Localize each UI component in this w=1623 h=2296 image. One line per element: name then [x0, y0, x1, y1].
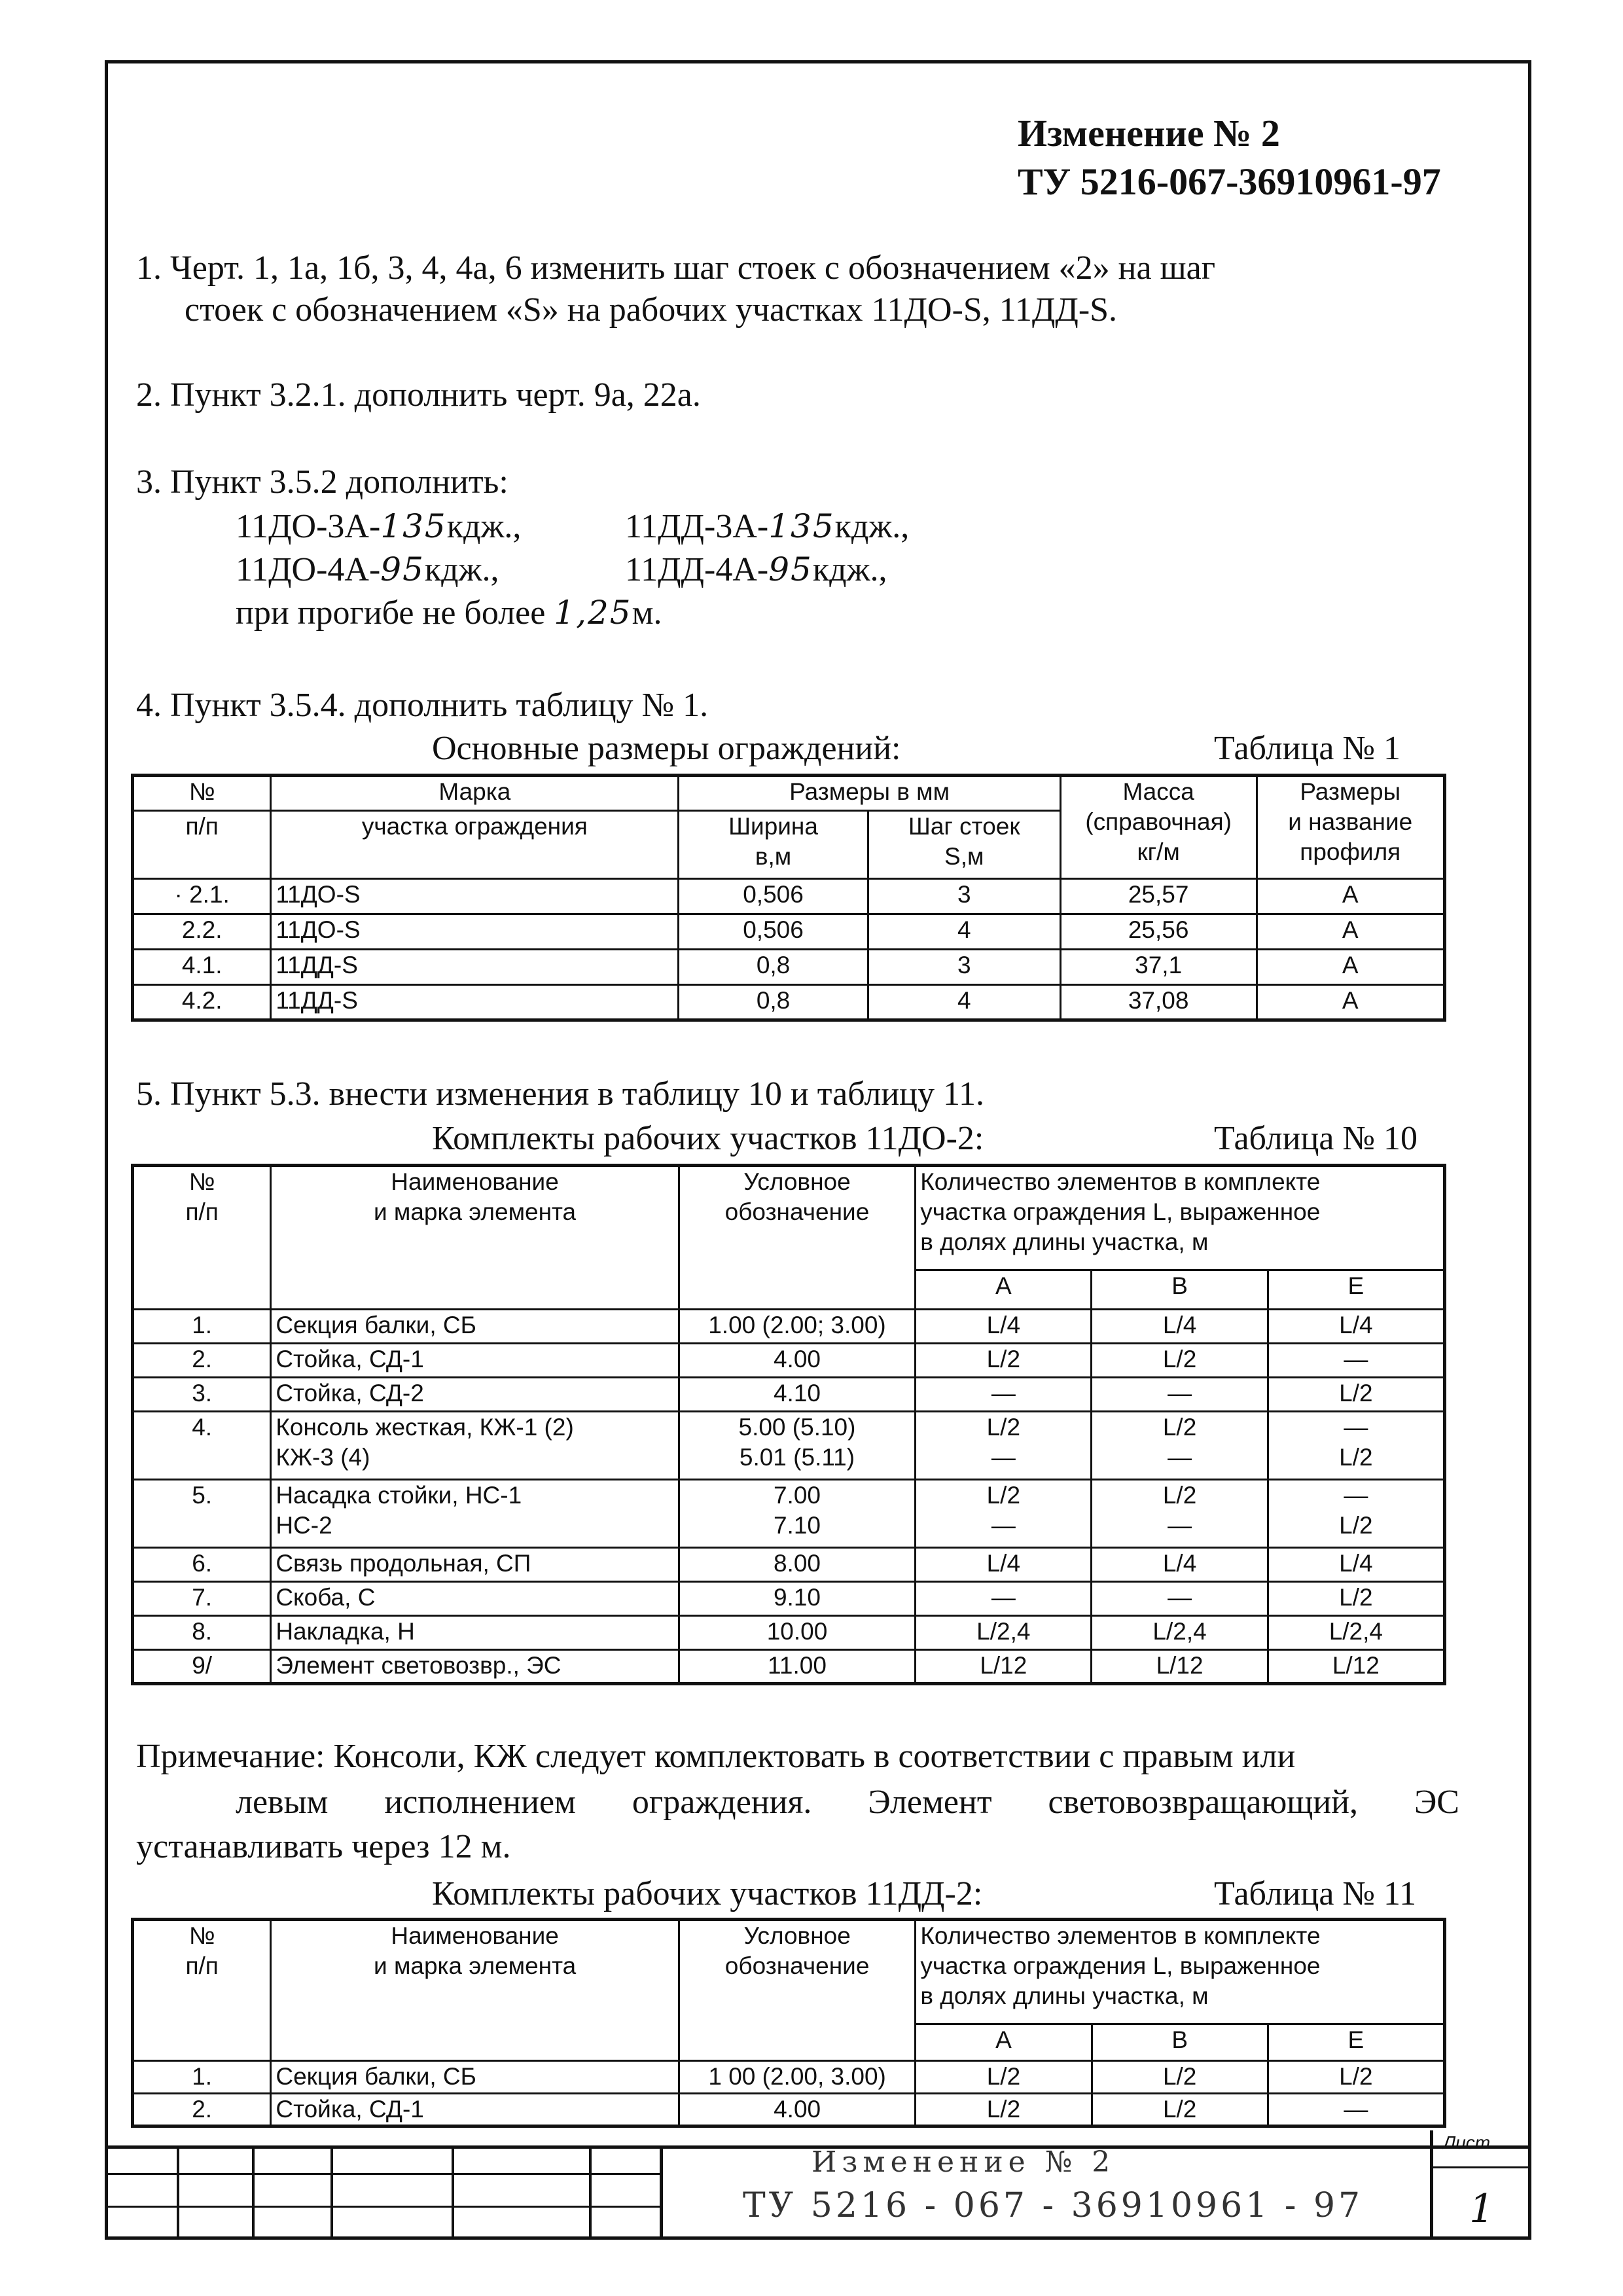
table-row	[133, 1616, 1445, 1650]
cell-code: 1 00 (2.00, 3.00)	[679, 2061, 915, 2094]
note-line-3: устанавливать через 12 м.	[136, 1828, 511, 1865]
cell-b-line-1: L/4	[1162, 1550, 1197, 1577]
cell-a	[916, 1650, 1092, 1684]
cell-a	[916, 1480, 1092, 1548]
th-quantity-line: Количество элементов в комплекте	[920, 1922, 1321, 1949]
cell-width: 0,506	[679, 914, 868, 950]
cell-mark: 11ДО-S	[271, 879, 679, 914]
th-col-a: А	[916, 2024, 1092, 2061]
cell-name-line-2: КЖ-3 (4)	[276, 1444, 370, 1471]
th-step-line: S,м	[944, 843, 984, 870]
note-line-2: левым исполнением ограждения. Элемент световозвращающий, ЭС	[236, 1784, 1459, 1821]
th-width	[679, 811, 868, 879]
item-3-mark-11do-3a	[236, 505, 521, 548]
th-no	[133, 1920, 271, 2061]
cell-name-line-1: Стойка, СД-1	[276, 1346, 424, 1372]
cell-code-line-1: 4.00	[773, 1346, 821, 1372]
mark-prefix: 11ДО-4А-	[236, 551, 381, 588]
cell-b-line-1: —	[1168, 1584, 1192, 1611]
cell-name	[271, 1548, 679, 1582]
cell-e-line-1: —	[1344, 1346, 1368, 1372]
item-3-mark-11dd-3a	[625, 505, 909, 548]
note-line-1: Примечание: Консоли, КЖ следует комплектовать в соответствии с правым или	[136, 1738, 1296, 1775]
mark-suffix: кдж.,	[446, 508, 522, 545]
cell-no: 7.	[133, 1582, 271, 1616]
cell-code-line-1: 5.00 (5.10)	[738, 1414, 856, 1441]
cell-step: 4	[868, 914, 1060, 950]
cell-a	[916, 1344, 1092, 1378]
cell-name	[271, 1344, 679, 1378]
cell-code	[679, 1548, 915, 1582]
cell-width: 0,8	[679, 950, 868, 985]
cell-b-line-2: —	[1168, 1512, 1192, 1539]
cell-no: 5.	[133, 1480, 271, 1548]
th-name	[271, 1166, 679, 1310]
cell-a-line-1: —	[991, 1380, 1016, 1407]
th-sizes: Размеры в мм	[679, 776, 1060, 811]
cell-a	[916, 1412, 1092, 1480]
cell-code-line-1: 4.10	[773, 1380, 821, 1407]
cell-a	[916, 1378, 1092, 1412]
th-name-line: и марка элемента	[374, 1952, 577, 1979]
cell-a	[916, 1582, 1092, 1616]
handwritten-value: 135	[380, 507, 447, 545]
item-3: 3. Пункт 3.5.2 дополнить:	[136, 463, 508, 501]
deflection-prefix: при прогибе не более	[236, 594, 554, 632]
th-col-a: А	[916, 1270, 1092, 1310]
table11-caption: Комплекты рабочих участков 11ДД-2:	[432, 1875, 983, 1912]
cell-profile: А	[1257, 985, 1445, 1020]
cell-b-line-2: —	[1168, 1444, 1192, 1471]
cell-b	[1092, 1310, 1268, 1344]
cell-b-line-1: L/2	[1162, 1346, 1197, 1372]
table-row	[133, 2094, 1445, 2126]
cell-a-line-1: L/2	[986, 1482, 1021, 1509]
item-1-line-1: 1. Черт. 1, 1а, 1б, 3, 4, 4а, 6 изменить шаг стоек с обозначением «2» на шаг	[136, 249, 1216, 287]
table-10	[131, 1164, 1446, 1685]
table-row	[133, 1582, 1445, 1616]
cell-a	[916, 1548, 1092, 1582]
cell-no: 4.2.	[133, 985, 271, 1020]
cell-name-line-1: Насадка стойки, НС-1	[276, 1482, 522, 1509]
handwritten-value: 95	[768, 550, 813, 588]
cell-no: 8.	[133, 1616, 271, 1650]
cell-a-line-2: —	[991, 1444, 1016, 1471]
cell-e: L/2	[1268, 2061, 1444, 2094]
cell-b-line-1: L/2	[1162, 1414, 1197, 1441]
cell-b-line-1: L/2	[1162, 1482, 1197, 1509]
cell-mass: 37,08	[1060, 985, 1257, 1020]
cell-code	[679, 1378, 915, 1412]
th-mass-line: кг/м	[1137, 838, 1180, 865]
cell-name	[271, 1412, 679, 1480]
mark-suffix: кдж.,	[834, 508, 910, 545]
th-no: №	[133, 776, 271, 811]
table-row	[133, 1378, 1445, 1412]
cell-name-line-2: НС-2	[276, 1512, 332, 1539]
handwritten-spec-code: ТУ 5216 - 067 - 36910961 - 97	[743, 2186, 1364, 2225]
cell-a-line-1: L/2	[986, 1414, 1021, 1441]
cell-code	[679, 1412, 915, 1480]
table-row	[133, 950, 1445, 985]
cell-b	[1092, 1412, 1268, 1480]
cell-e-line-1: —	[1344, 1482, 1368, 1509]
item-3-mark-11do-4a	[236, 548, 499, 591]
cell-code	[679, 1616, 915, 1650]
item-3-deflection	[236, 592, 662, 634]
cell-b	[1092, 1650, 1268, 1684]
cell-name-line-1: Накладка, Н	[276, 1618, 415, 1645]
cell-b-line-1: L/2,4	[1152, 1618, 1207, 1645]
cell-e-line-1: L/2	[1339, 1380, 1373, 1407]
cell-mass: 25,57	[1060, 879, 1257, 914]
cell-no: 4.	[133, 1412, 271, 1480]
deflection-suffix: м.	[632, 594, 662, 632]
table-row	[133, 1310, 1445, 1344]
table1-number: Таблица № 1	[1214, 730, 1401, 767]
handwritten-value: 95	[380, 550, 425, 588]
th-step-line: Шаг стоек	[908, 813, 1020, 840]
cell-width: 0,8	[679, 985, 868, 1020]
mark-suffix: кдж.,	[812, 551, 887, 588]
th-quantity	[916, 1166, 1445, 1270]
cell-name: Секция балки, СБ	[271, 2061, 679, 2094]
cell-profile: А	[1257, 879, 1445, 914]
th-quantity-line: участка ограждения L, выраженное	[920, 1198, 1321, 1225]
mark-prefix: 11ДО-3А-	[236, 508, 381, 545]
cell-name	[271, 1582, 679, 1616]
change-title: Изменение № 2	[1018, 112, 1280, 154]
cell-no: · 2.1.	[133, 879, 271, 914]
handwritten-value: 1,25	[554, 594, 632, 632]
cell-code	[679, 1582, 915, 1616]
cell-code: 4.00	[679, 2094, 915, 2126]
th-pp: п/п	[133, 811, 271, 879]
cell-step: 4	[868, 985, 1060, 1020]
handwritten-change-title: Изменение № 2	[812, 2145, 1116, 2179]
cell-step: 3	[868, 950, 1060, 985]
th-no-line: №	[188, 1922, 215, 1949]
cell-code-line-2: 7.10	[773, 1512, 821, 1539]
cell-e-line-1: L/2,4	[1329, 1618, 1383, 1645]
th-code	[679, 1920, 915, 2061]
table-row	[133, 1344, 1445, 1378]
cell-no: 9/	[133, 1650, 271, 1684]
th-col-e: Е	[1268, 2024, 1444, 2061]
cell-code-line-2: 5.01 (5.11)	[739, 1444, 855, 1471]
cell-e-line-1: L/4	[1339, 1312, 1373, 1338]
th-profile-line: и название	[1288, 808, 1413, 835]
cell-no: 2.2.	[133, 914, 271, 950]
cell-mark: 11ДД-S	[271, 985, 679, 1020]
cell-e	[1268, 1412, 1444, 1480]
cell-a-line-1: L/12	[980, 1652, 1027, 1679]
item-2: 2. Пункт 3.2.1. дополнить черт. 9а, 22а.	[136, 376, 701, 414]
cell-b: L/2	[1092, 2094, 1268, 2126]
cell-no: 6.	[133, 1548, 271, 1582]
th-col-b: В	[1092, 1270, 1268, 1310]
cell-a-line-1: L/4	[986, 1550, 1021, 1577]
th-mark-2: участка ограждения	[271, 811, 679, 879]
cell-no: 1.	[133, 1310, 271, 1344]
cell-a: L/2	[916, 2061, 1092, 2094]
cell-e	[1268, 1310, 1444, 1344]
item-4: 4. Пункт 3.5.4. дополнить таблицу № 1.	[136, 687, 709, 724]
table-11	[131, 1918, 1446, 2128]
cell-e	[1268, 1378, 1444, 1412]
cell-code-line-1: 11.00	[768, 1652, 827, 1679]
th-name	[271, 1920, 679, 2061]
cell-e	[1268, 1616, 1444, 1650]
cell-b	[1092, 1378, 1268, 1412]
table-row	[133, 2061, 1445, 2094]
sheet-label: Лист	[1443, 2132, 1491, 2153]
cell-code	[679, 1480, 915, 1548]
table1-caption: Основные размеры ограждений:	[432, 730, 901, 767]
cell-e-line-1: L/12	[1332, 1652, 1380, 1679]
cell-e-line-1: —	[1344, 1414, 1368, 1441]
cell-b	[1092, 1548, 1268, 1582]
cell-name-line-1: Секция балки, СБ	[276, 1312, 476, 1338]
cell-b	[1092, 1616, 1268, 1650]
th-code-line: обозначение	[724, 1952, 870, 1979]
table-row	[133, 1412, 1445, 1480]
th-code-line: обозначение	[724, 1198, 870, 1225]
cell-no: 2.	[133, 2094, 271, 2126]
table-row	[133, 1480, 1445, 1548]
th-pp-line: п/п	[185, 1198, 219, 1225]
cell-name	[271, 1480, 679, 1548]
cell-no: 2.	[133, 1344, 271, 1378]
th-quantity-line: Количество элементов в комплекте	[920, 1168, 1321, 1195]
cell-b: L/2	[1092, 2061, 1268, 2094]
table-1	[131, 774, 1446, 1022]
th-name-line: и марка элемента	[373, 1198, 577, 1225]
cell-a-line-1: L/2,4	[976, 1618, 1031, 1645]
cell-name	[271, 1616, 679, 1650]
sheet-number: 1	[1469, 2186, 1496, 2232]
cell-b	[1092, 1344, 1268, 1378]
cell-e	[1268, 1582, 1444, 1616]
th-step	[868, 811, 1060, 879]
th-quantity-line: участка ограждения L, выраженное	[920, 1952, 1321, 1979]
cell-code-line-1: 9.10	[773, 1584, 821, 1611]
cell-code-line-1: 10.00	[766, 1618, 828, 1645]
cell-a	[916, 1310, 1092, 1344]
cell-e-line-2: L/2	[1339, 1512, 1373, 1539]
cell-a-line-1: L/4	[986, 1312, 1021, 1338]
th-pp-line: п/п	[185, 1952, 219, 1979]
cell-code-line-1: 1.00 (2.00; 3.00)	[708, 1312, 886, 1338]
th-mass	[1060, 776, 1257, 879]
cell-b-line-1: L/4	[1162, 1312, 1197, 1338]
handwritten-value: 135	[768, 507, 835, 545]
cell-name: Стойка, СД-1	[271, 2094, 679, 2126]
cell-a-line-1: —	[991, 1584, 1016, 1611]
cell-mark: 11ДД-S	[271, 950, 679, 985]
cell-name	[271, 1378, 679, 1412]
cell-b	[1092, 1582, 1268, 1616]
cell-b	[1092, 1480, 1268, 1548]
cell-code	[679, 1310, 915, 1344]
cell-step: 3	[868, 879, 1060, 914]
cell-code-line-1: 8.00	[773, 1550, 821, 1577]
th-name-line: Наименование	[391, 1922, 559, 1949]
th-profile	[1257, 776, 1445, 879]
mark-prefix: 11ДД-4А-	[625, 551, 769, 588]
cell-e	[1268, 1480, 1444, 1548]
cell-no: 1.	[133, 2061, 271, 2094]
cell-code	[679, 1650, 915, 1684]
th-code	[679, 1166, 915, 1310]
cell-a: L/2	[916, 2094, 1092, 2126]
th-width-line: в,м	[755, 843, 792, 870]
cell-profile: А	[1257, 950, 1445, 985]
cell-e-line-2: L/2	[1339, 1444, 1373, 1471]
th-no-line: №	[188, 1168, 215, 1195]
mark-prefix: 11ДД-3А-	[625, 508, 769, 545]
table11-number: Таблица № 11	[1214, 1875, 1417, 1912]
cell-e	[1268, 1548, 1444, 1582]
cell-no: 4.1.	[133, 950, 271, 985]
th-profile-line: профиля	[1300, 838, 1401, 865]
cell-a-line-1: L/2	[986, 1346, 1021, 1372]
spec-code: ТУ 5216-067-36910961-97	[1018, 160, 1441, 203]
th-mass-line: (справочная)	[1085, 808, 1232, 835]
th-mass-line: Масса	[1122, 778, 1194, 805]
item-1-line-2: стоек с обозначением «S» на рабочих участках 11ДО-S, 11ДД-S.	[185, 291, 1118, 329]
cell-no: 3.	[133, 1378, 271, 1412]
cell-name	[271, 1650, 679, 1684]
cell-name-line-1: Консоль жесткая, КЖ-1 (2)	[276, 1414, 574, 1441]
th-quantity-line: в долях длины участка, м	[920, 1229, 1209, 1255]
table10-caption: Комплекты рабочих участков 11ДО-2:	[432, 1120, 984, 1157]
cell-mark: 11ДО-S	[271, 914, 679, 950]
item-5: 5. Пункт 5.3. внести изменения в таблицу 10 и таблицу 11.	[136, 1075, 985, 1113]
th-code-line: Условное	[743, 1168, 851, 1195]
cell-code-line-1: 7.00	[773, 1482, 821, 1509]
th-name-line: Наименование	[391, 1168, 559, 1195]
table-row	[133, 914, 1445, 950]
table-row	[133, 879, 1445, 914]
cell-profile: А	[1257, 914, 1445, 950]
th-col-b: В	[1092, 2024, 1268, 2061]
cell-mass: 37,1	[1060, 950, 1257, 985]
table10-number: Таблица № 10	[1214, 1120, 1418, 1157]
cell-name	[271, 1310, 679, 1344]
th-no	[133, 1166, 271, 1310]
cell-e	[1268, 1344, 1444, 1378]
table-row	[133, 1548, 1445, 1582]
cell-a-line-2: —	[991, 1512, 1016, 1539]
cell-e-line-1: L/4	[1339, 1550, 1373, 1577]
cell-code	[679, 1344, 915, 1378]
cell-e-line-1: L/2	[1339, 1584, 1373, 1611]
cell-width: 0,506	[679, 879, 868, 914]
th-col-e: Е	[1268, 1270, 1444, 1310]
item-3-mark-11dd-4a	[625, 548, 887, 591]
cell-a	[916, 1616, 1092, 1650]
th-quantity-line: в долях длины участка, м	[920, 1982, 1209, 2009]
cell-name-line-1: Стойка, СД-2	[276, 1380, 424, 1407]
cell-mass: 25,56	[1060, 914, 1257, 950]
table-row	[133, 985, 1445, 1020]
cell-name-line-1: Элемент световозвр., ЭС	[276, 1652, 562, 1679]
cell-name-line-1: Связь продольная, СП	[276, 1550, 531, 1577]
th-quantity	[916, 1920, 1445, 2024]
th-code-line: Условное	[743, 1922, 851, 1949]
th-mark: Марка	[271, 776, 679, 811]
cell-b-line-1: L/12	[1156, 1652, 1204, 1679]
cell-b-line-1: —	[1168, 1380, 1192, 1407]
th-profile-line: Размеры	[1300, 778, 1401, 805]
cell-name-line-1: Скоба, С	[276, 1584, 376, 1611]
th-width-line: Ширина	[728, 813, 818, 840]
cell-e: —	[1268, 2094, 1444, 2126]
cell-e	[1268, 1650, 1444, 1684]
table-row	[133, 1650, 1445, 1684]
mark-suffix: кдж.,	[424, 551, 499, 588]
